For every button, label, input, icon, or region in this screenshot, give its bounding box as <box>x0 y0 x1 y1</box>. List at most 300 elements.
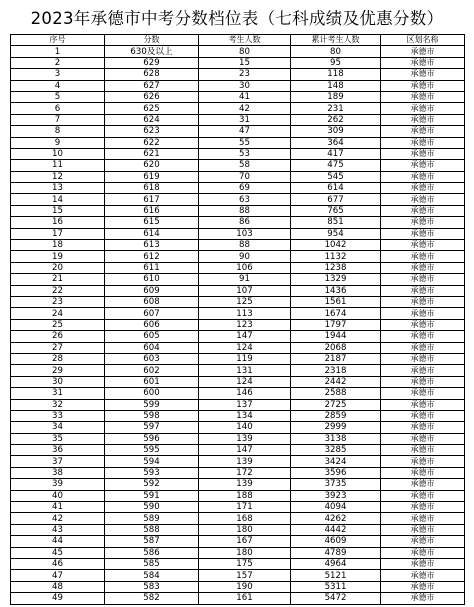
cell-region: 承德市 <box>381 524 465 535</box>
cell-index: 43 <box>11 524 105 535</box>
cell-index: 49 <box>11 593 105 604</box>
cell-count: 31 <box>199 114 291 125</box>
cell-index: 22 <box>11 285 105 296</box>
cell-count: 70 <box>199 171 291 182</box>
table-row <box>11 570 465 581</box>
cell-cumulative: 95 <box>291 57 381 68</box>
cell-score: 599 <box>105 399 199 410</box>
cell-count: 88 <box>199 240 291 251</box>
table-row <box>11 57 465 68</box>
table-row <box>11 388 465 399</box>
cell-region: 承德市 <box>381 467 465 478</box>
table-row <box>11 422 465 433</box>
document-title: 2023年承德市中考分数档位表（七科成绩及优惠分数） <box>30 9 444 28</box>
table-row <box>11 274 465 285</box>
cell-count: 119 <box>199 353 291 364</box>
cell-region: 承德市 <box>381 240 465 251</box>
cell-count: 134 <box>199 410 291 421</box>
table-row <box>11 69 465 80</box>
cell-count: 140 <box>199 422 291 433</box>
cell-score: 589 <box>105 513 199 524</box>
cell-index: 8 <box>11 126 105 137</box>
cell-count: 139 <box>199 479 291 490</box>
cell-count: 53 <box>199 148 291 159</box>
cell-index: 19 <box>11 251 105 262</box>
cell-region: 承德市 <box>381 490 465 501</box>
cell-score: 628 <box>105 69 199 80</box>
table-row <box>11 319 465 330</box>
cell-score: 610 <box>105 274 199 285</box>
cell-count: 172 <box>199 467 291 478</box>
cell-region: 承德市 <box>381 80 465 91</box>
cell-count: 90 <box>199 251 291 262</box>
cell-score: 630及以上 <box>105 46 199 57</box>
cell-count: 147 <box>199 445 291 456</box>
cell-cumulative: 262 <box>291 114 381 125</box>
cell-index: 26 <box>11 331 105 342</box>
cell-count: 180 <box>199 524 291 535</box>
cell-index: 16 <box>11 217 105 228</box>
cell-cumulative: 3424 <box>291 456 381 467</box>
cell-region: 承德市 <box>381 126 465 137</box>
cell-region: 承德市 <box>381 205 465 216</box>
cell-count: 188 <box>199 490 291 501</box>
cell-cumulative: 148 <box>291 80 381 91</box>
table-row <box>11 160 465 171</box>
cell-score: 605 <box>105 331 199 342</box>
cell-region: 承德市 <box>381 376 465 387</box>
cell-score: 620 <box>105 160 199 171</box>
cell-cumulative: 1436 <box>291 285 381 296</box>
cell-score: 607 <box>105 308 199 319</box>
table-row <box>11 91 465 102</box>
cell-cumulative: 4262 <box>291 513 381 524</box>
cell-count: 125 <box>199 296 291 307</box>
cell-region: 承德市 <box>381 319 465 330</box>
cell-score: 592 <box>105 479 199 490</box>
table-row <box>11 445 465 456</box>
cell-cumulative: 4094 <box>291 502 381 513</box>
table-body <box>11 46 465 604</box>
cell-index: 7 <box>11 114 105 125</box>
cell-region: 承德市 <box>381 171 465 182</box>
cell-index: 11 <box>11 160 105 171</box>
table-row <box>11 148 465 159</box>
cell-region: 承德市 <box>381 365 465 376</box>
cell-index: 33 <box>11 410 105 421</box>
cell-region: 承德市 <box>381 570 465 581</box>
cell-count: 63 <box>199 194 291 205</box>
table-row <box>11 399 465 410</box>
table-row <box>11 365 465 376</box>
score-table <box>10 34 465 605</box>
cell-index: 1 <box>11 46 105 57</box>
cell-region: 承德市 <box>381 274 465 285</box>
table-row <box>11 103 465 114</box>
cell-count: 69 <box>199 183 291 194</box>
cell-count: 88 <box>199 205 291 216</box>
cell-cumulative: 1042 <box>291 240 381 251</box>
cell-index: 37 <box>11 456 105 467</box>
cell-score: 608 <box>105 296 199 307</box>
cell-score: 603 <box>105 353 199 364</box>
cell-region: 承德市 <box>381 103 465 114</box>
cell-index: 13 <box>11 183 105 194</box>
cell-region: 承德市 <box>381 114 465 125</box>
cell-score: 626 <box>105 91 199 102</box>
cell-cumulative: 5121 <box>291 570 381 581</box>
cell-score: 593 <box>105 467 199 478</box>
cell-region: 承德市 <box>381 91 465 102</box>
cell-count: 124 <box>199 376 291 387</box>
cell-score: 611 <box>105 262 199 273</box>
table-row <box>11 171 465 182</box>
cell-region: 承德市 <box>381 456 465 467</box>
table-row <box>11 228 465 239</box>
cell-region: 承德市 <box>381 228 465 239</box>
cell-index: 23 <box>11 296 105 307</box>
table-row <box>11 194 465 205</box>
cell-index: 39 <box>11 479 105 490</box>
cell-score: 614 <box>105 228 199 239</box>
cell-region: 承德市 <box>381 285 465 296</box>
cell-score: 600 <box>105 388 199 399</box>
cell-count: 171 <box>199 502 291 513</box>
cell-cumulative: 2068 <box>291 342 381 353</box>
cell-cumulative: 4789 <box>291 547 381 558</box>
cell-region: 承德市 <box>381 422 465 433</box>
table-row <box>11 433 465 444</box>
cell-region: 承德市 <box>381 445 465 456</box>
cell-index: 41 <box>11 502 105 513</box>
cell-score: 619 <box>105 171 199 182</box>
cell-count: 167 <box>199 536 291 547</box>
table-row <box>11 285 465 296</box>
cell-cumulative: 1329 <box>291 274 381 285</box>
cell-index: 47 <box>11 570 105 581</box>
table-row <box>11 456 465 467</box>
table-row <box>11 137 465 148</box>
cell-score: 596 <box>105 433 199 444</box>
table-row <box>11 479 465 490</box>
cell-score: 597 <box>105 422 199 433</box>
table-row <box>11 46 465 57</box>
cell-index: 35 <box>11 433 105 444</box>
table-row <box>11 342 465 353</box>
table-row <box>11 296 465 307</box>
cell-cumulative: 475 <box>291 160 381 171</box>
cell-region: 承德市 <box>381 194 465 205</box>
cell-score: 622 <box>105 137 199 148</box>
cell-count: 168 <box>199 513 291 524</box>
cell-cumulative: 851 <box>291 217 381 228</box>
cell-cumulative: 80 <box>291 46 381 57</box>
cell-index: 14 <box>11 194 105 205</box>
cell-region: 承德市 <box>381 46 465 57</box>
cell-index: 15 <box>11 205 105 216</box>
cell-cumulative: 2588 <box>291 388 381 399</box>
table-row <box>11 547 465 558</box>
cell-cumulative: 545 <box>291 171 381 182</box>
cell-region: 承德市 <box>381 308 465 319</box>
cell-count: 124 <box>199 342 291 353</box>
table-row <box>11 490 465 501</box>
cell-index: 45 <box>11 547 105 558</box>
column-header-count: 考生人数 <box>199 35 291 46</box>
cell-score: 617 <box>105 194 199 205</box>
cell-count: 147 <box>199 331 291 342</box>
cell-count: 123 <box>199 319 291 330</box>
cell-cumulative: 1238 <box>291 262 381 273</box>
cell-index: 40 <box>11 490 105 501</box>
cell-cumulative: 2442 <box>291 376 381 387</box>
table-row <box>11 513 465 524</box>
cell-count: 175 <box>199 558 291 569</box>
cell-score: 598 <box>105 410 199 421</box>
cell-cumulative: 3596 <box>291 467 381 478</box>
cell-cumulative: 189 <box>291 91 381 102</box>
cell-score: 595 <box>105 445 199 456</box>
table-row <box>11 376 465 387</box>
table-row <box>11 80 465 91</box>
cell-index: 32 <box>11 399 105 410</box>
cell-cumulative: 1797 <box>291 319 381 330</box>
cell-region: 承德市 <box>381 57 465 68</box>
cell-cumulative: 3735 <box>291 479 381 490</box>
cell-score: 583 <box>105 581 199 592</box>
cell-score: 590 <box>105 502 199 513</box>
cell-index: 31 <box>11 388 105 399</box>
cell-cumulative: 4442 <box>291 524 381 535</box>
table-row <box>11 262 465 273</box>
cell-region: 承德市 <box>381 399 465 410</box>
cell-score: 625 <box>105 103 199 114</box>
cell-index: 5 <box>11 91 105 102</box>
table-row <box>11 410 465 421</box>
cell-index: 6 <box>11 103 105 114</box>
table-row <box>11 114 465 125</box>
cell-count: 190 <box>199 581 291 592</box>
cell-count: 47 <box>199 126 291 137</box>
cell-score: 609 <box>105 285 199 296</box>
cell-cumulative: 364 <box>291 137 381 148</box>
cell-count: 106 <box>199 262 291 273</box>
cell-index: 2 <box>11 57 105 68</box>
cell-cumulative: 4964 <box>291 558 381 569</box>
cell-score: 601 <box>105 376 199 387</box>
cell-region: 承德市 <box>381 502 465 513</box>
cell-count: 80 <box>199 46 291 57</box>
cell-score: 602 <box>105 365 199 376</box>
cell-index: 25 <box>11 319 105 330</box>
cell-count: 86 <box>199 217 291 228</box>
table-row <box>11 581 465 592</box>
column-header-index: 序号 <box>11 35 105 46</box>
table-row <box>11 251 465 262</box>
column-header-score: 分数 <box>105 35 199 46</box>
cell-index: 44 <box>11 536 105 547</box>
cell-cumulative: 765 <box>291 205 381 216</box>
cell-index: 12 <box>11 171 105 182</box>
cell-score: 604 <box>105 342 199 353</box>
cell-region: 承德市 <box>381 148 465 159</box>
cell-region: 承德市 <box>381 342 465 353</box>
cell-index: 42 <box>11 513 105 524</box>
cell-region: 承德市 <box>381 217 465 228</box>
cell-cumulative: 1132 <box>291 251 381 262</box>
cell-region: 承德市 <box>381 353 465 364</box>
table-row <box>11 467 465 478</box>
cell-count: 41 <box>199 91 291 102</box>
cell-cumulative: 614 <box>291 183 381 194</box>
cell-score: 587 <box>105 536 199 547</box>
cell-index: 4 <box>11 80 105 91</box>
cell-region: 承德市 <box>381 433 465 444</box>
cell-cumulative: 2999 <box>291 422 381 433</box>
cell-index: 21 <box>11 274 105 285</box>
cell-region: 承德市 <box>381 183 465 194</box>
cell-score: 623 <box>105 126 199 137</box>
cell-index: 36 <box>11 445 105 456</box>
table-row <box>11 558 465 569</box>
cell-score: 618 <box>105 183 199 194</box>
cell-score: 612 <box>105 251 199 262</box>
cell-region: 承德市 <box>381 69 465 80</box>
cell-count: 146 <box>199 388 291 399</box>
cell-cumulative: 2318 <box>291 365 381 376</box>
cell-count: 42 <box>199 103 291 114</box>
cell-score: 624 <box>105 114 199 125</box>
cell-score: 585 <box>105 558 199 569</box>
cell-region: 承德市 <box>381 331 465 342</box>
table-row <box>11 353 465 364</box>
cell-index: 30 <box>11 376 105 387</box>
cell-cumulative: 3138 <box>291 433 381 444</box>
cell-region: 承德市 <box>381 558 465 569</box>
table-row <box>11 240 465 251</box>
table-row <box>11 331 465 342</box>
cell-count: 137 <box>199 399 291 410</box>
table-row <box>11 126 465 137</box>
cell-index: 29 <box>11 365 105 376</box>
cell-count: 103 <box>199 228 291 239</box>
cell-index: 28 <box>11 353 105 364</box>
cell-score: 615 <box>105 217 199 228</box>
cell-region: 承德市 <box>381 536 465 547</box>
cell-cumulative: 1561 <box>291 296 381 307</box>
cell-score: 584 <box>105 570 199 581</box>
cell-score: 594 <box>105 456 199 467</box>
cell-count: 58 <box>199 160 291 171</box>
cell-cumulative: 309 <box>291 126 381 137</box>
cell-score: 627 <box>105 80 199 91</box>
cell-score: 582 <box>105 593 199 604</box>
cell-cumulative: 2859 <box>291 410 381 421</box>
cell-index: 34 <box>11 422 105 433</box>
cell-score: 616 <box>105 205 199 216</box>
cell-score: 621 <box>105 148 199 159</box>
cell-cumulative: 4609 <box>291 536 381 547</box>
cell-cumulative: 677 <box>291 194 381 205</box>
cell-cumulative: 3285 <box>291 445 381 456</box>
table-row <box>11 205 465 216</box>
cell-index: 46 <box>11 558 105 569</box>
cell-cumulative: 954 <box>291 228 381 239</box>
cell-cumulative: 1944 <box>291 331 381 342</box>
cell-index: 17 <box>11 228 105 239</box>
table-header-row <box>11 35 465 46</box>
cell-cumulative: 5311 <box>291 581 381 592</box>
cell-index: 38 <box>11 467 105 478</box>
cell-count: 107 <box>199 285 291 296</box>
cell-index: 24 <box>11 308 105 319</box>
cell-index: 3 <box>11 69 105 80</box>
cell-count: 157 <box>199 570 291 581</box>
column-header-region: 区划名称 <box>381 35 465 46</box>
cell-count: 161 <box>199 593 291 604</box>
cell-region: 承德市 <box>381 513 465 524</box>
cell-count: 139 <box>199 456 291 467</box>
cell-count: 55 <box>199 137 291 148</box>
cell-cumulative: 231 <box>291 103 381 114</box>
cell-count: 139 <box>199 433 291 444</box>
cell-region: 承德市 <box>381 547 465 558</box>
cell-region: 承德市 <box>381 388 465 399</box>
cell-cumulative: 1674 <box>291 308 381 319</box>
cell-count: 180 <box>199 547 291 558</box>
cell-region: 承德市 <box>381 137 465 148</box>
cell-score: 588 <box>105 524 199 535</box>
table-row <box>11 502 465 513</box>
cell-score: 591 <box>105 490 199 501</box>
cell-score: 586 <box>105 547 199 558</box>
cell-region: 承德市 <box>381 251 465 262</box>
cell-index: 27 <box>11 342 105 353</box>
cell-score: 606 <box>105 319 199 330</box>
cell-index: 18 <box>11 240 105 251</box>
cell-count: 23 <box>199 69 291 80</box>
cell-index: 10 <box>11 148 105 159</box>
cell-region: 承德市 <box>381 479 465 490</box>
cell-cumulative: 118 <box>291 69 381 80</box>
table-row <box>11 308 465 319</box>
cell-region: 承德市 <box>381 410 465 421</box>
cell-cumulative: 3923 <box>291 490 381 501</box>
cell-cumulative: 2187 <box>291 353 381 364</box>
table-row <box>11 217 465 228</box>
cell-region: 承德市 <box>381 581 465 592</box>
cell-cumulative: 417 <box>291 148 381 159</box>
cell-count: 30 <box>199 80 291 91</box>
cell-score: 613 <box>105 240 199 251</box>
cell-score: 629 <box>105 57 199 68</box>
cell-count: 15 <box>199 57 291 68</box>
cell-index: 48 <box>11 581 105 592</box>
cell-count: 91 <box>199 274 291 285</box>
cell-region: 承德市 <box>381 296 465 307</box>
table-row <box>11 536 465 547</box>
cell-region: 承德市 <box>381 262 465 273</box>
cell-count: 131 <box>199 365 291 376</box>
table-row <box>11 524 465 535</box>
cell-cumulative: 2725 <box>291 399 381 410</box>
column-header-cumulative: 累计考生人数 <box>291 35 381 46</box>
cell-region: 承德市 <box>381 160 465 171</box>
cell-region: 承德市 <box>381 593 465 604</box>
table-row <box>11 593 465 604</box>
cell-index: 9 <box>11 137 105 148</box>
cell-index: 20 <box>11 262 105 273</box>
